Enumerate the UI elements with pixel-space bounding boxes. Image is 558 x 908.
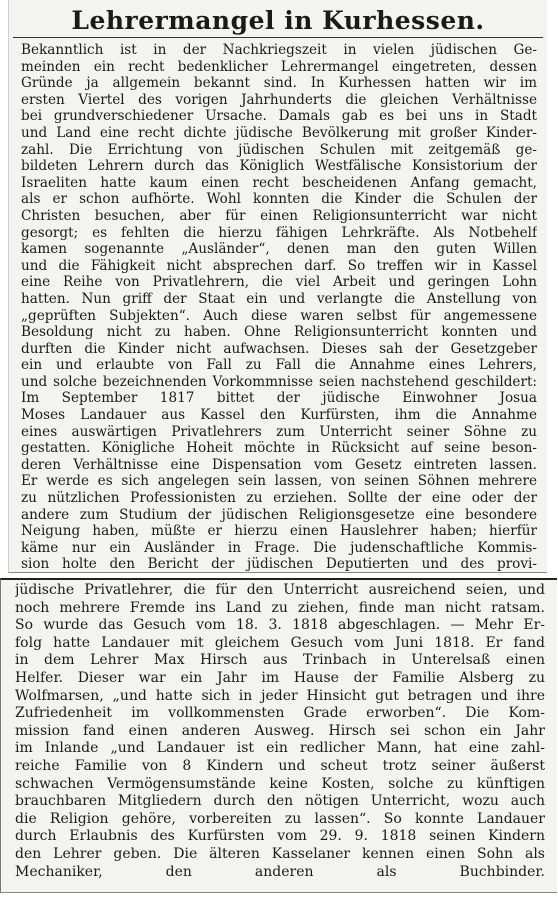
article-clipping-top (8, 0, 547, 573)
text-line: Im September 1817 bittet der jüdische Einwohner Josua (21, 390, 537, 407)
text-line: Neigung haben, müßte er hierzu einen Hauslehrer haben; hierfür (21, 523, 537, 540)
text-line: bildeten Lehrern durch das Königlich Westfälische Konsistorium der (21, 158, 537, 175)
text-line: deren Verhältnisse eine Dispensation vom Gesetz eintreten lassen. (21, 456, 537, 473)
text-line: Wolfmarsen, „und hatte sich in jeder Hinsicht gut betragen und ihre (15, 687, 545, 704)
text-line: Bekanntlich ist in der Nachkriegszeit in vielen jüdischen Ge- (21, 42, 537, 58)
text-line: mission fand einen anderen Ausweg. Hirsch sei schon ein Jahr (15, 722, 545, 739)
text-line: gestatten. Königliche Hoheit möchte in Rücksicht auf seine beson- (21, 440, 537, 457)
article-body-part-2 (1, 580, 557, 881)
headline: Lehrermangel in Kurhessen. (71, 6, 485, 35)
text-line: im Inlande „und Landauer ist ein redlicher Mann, hat eine zahl- (15, 740, 545, 757)
text-line: kamen sogenannte „Ausländer“, denen man den guten Willen (21, 241, 537, 258)
text-line: Israeliten hatte kaum einen recht bescheidenen Anfang gemacht, (21, 174, 537, 191)
text-line: als er schon aufhörte. Wohl konnten die Kinder die Schulen der (21, 191, 537, 208)
text-line: eines auswärtigen Privatlehrers zum Unterricht seiner Söhne zu (21, 423, 537, 440)
headline-rule (13, 37, 543, 38)
text-line: noch mehrere Fremde ins Land zu ziehen, finde man nicht ratsam. (15, 599, 545, 616)
text-line: zahl. Die Errichtung von jüdischen Schulen mit zeitgemäß ge- (21, 141, 537, 158)
text-line: Moses Landauer aus Kassel den Kurfürsten, ihm die Annahme (21, 407, 537, 424)
text-line: Mechaniker, den anderen als Buchbinder. (15, 863, 545, 880)
article-body-part-1 (9, 42, 547, 573)
text-line: die Religion gehöre, vorbereiten zu lassen“. So konnte Landauer (15, 810, 545, 827)
text-line: Besoldung nicht zu haben. Ohne Religionsunterricht konnten und (21, 324, 537, 341)
text-line: Helfer. Dieser war ein Jahr im Hause der Familie Alsberg zu (15, 669, 545, 686)
text-line: ein und erlaubte von Fall zu Fall die Annahme eines Lehrers, (21, 357, 537, 374)
text-line: und Land eine recht dichte jüdische Bevölkerung mit großer Kinder- (21, 124, 537, 141)
text-line: meinden ein recht bedenklicher Lehrermangel eingetreten, dessen (21, 58, 537, 75)
text-line: jüdische Privatlehrer, die für den Unterricht ausreichend seien, und (15, 582, 545, 598)
text-line: Er werde es sich angelegen sein lassen, von seinen Söhnen mehrere (21, 473, 537, 490)
text-line: schwachen Vermögensumstände keine Kosten, solche zu künftigen (15, 775, 545, 792)
article-clipping-continuation (0, 578, 557, 893)
text-line: sion holte den Bericht der jüdischen Deputierten und des provi- (21, 556, 537, 573)
text-line: hatten. Nun griff der Staat ein und verlangte die Anstellung von (21, 290, 537, 307)
text-line: und die Fähigkeit nicht absprechen darf. So treffen wir in Kassel (21, 257, 537, 274)
text-line: gesorgt; es fehlten die hierzu fähigen Lehrkräfte. Als Notbehelf (21, 224, 537, 241)
text-line: Christen besuchen, aber für einen Religionsunterricht war nicht (21, 207, 537, 224)
text-line: reiche Familie von 8 Kindern und scheut trotz seiner äußerst (15, 757, 545, 774)
text-line: käme nur ein Ausländer in Frage. Die judenschaftliche Kommis- (21, 539, 537, 556)
text-line: brauchbaren Mitgliedern durch den nötigen Unterricht, wozu auch (15, 793, 545, 810)
text-line: durch Erlaubnis des Kurfürsten vom 29. 9. 1818 seinen Kindern (15, 828, 545, 845)
text-line: ersten Viertel des vorigen Jahrhunderts die gleichen Verhältnisse (21, 91, 537, 108)
text-line: eine Reihe von Privatlehrern, die viel Arbeit und geringen Lohn (21, 274, 537, 291)
text-line: zu nützlichen Professionisten zu erziehen. Sollte der eine oder der (21, 490, 537, 507)
text-line: den Lehrer geben. Die älteren Kasselaner kennen einen Sohn als (15, 845, 545, 862)
text-line: Gründe ja allgemein bekannt sind. In Kurhessen hatten wir im (21, 75, 537, 92)
text-line: Zufriedenheit im vollkommensten Grade erworben“. Die Kom- (15, 705, 545, 722)
text-line: andere zum Studium der jüdischen Religionsgesetze eine besondere (21, 506, 537, 523)
text-line: durften die Kinder nicht aufwachsen. Dieses sah der Gesetzgeber (21, 340, 537, 357)
text-line: So wurde das Gesuch vom 18. 3. 1818 abgeschlagen. — Mehr Er- (15, 617, 545, 634)
text-line: in dem Lehrer Max Hirsch aus Trinbach in Unterelsaß einen (15, 652, 545, 669)
text-line: bei grundverschiedener Ursache. Damals gab es bei uns in Stadt (21, 108, 537, 125)
text-line: „geprüften Subjekten“. Auch diese waren selbst für angemessene (21, 307, 537, 324)
text-line: folg hatte Landauer mit gleichem Gesuch vom Juni 1818. Er fand (15, 634, 545, 651)
text-line: und solche bezeichnenden Vorkommnisse seien nachstehend geschildert: (21, 373, 537, 390)
